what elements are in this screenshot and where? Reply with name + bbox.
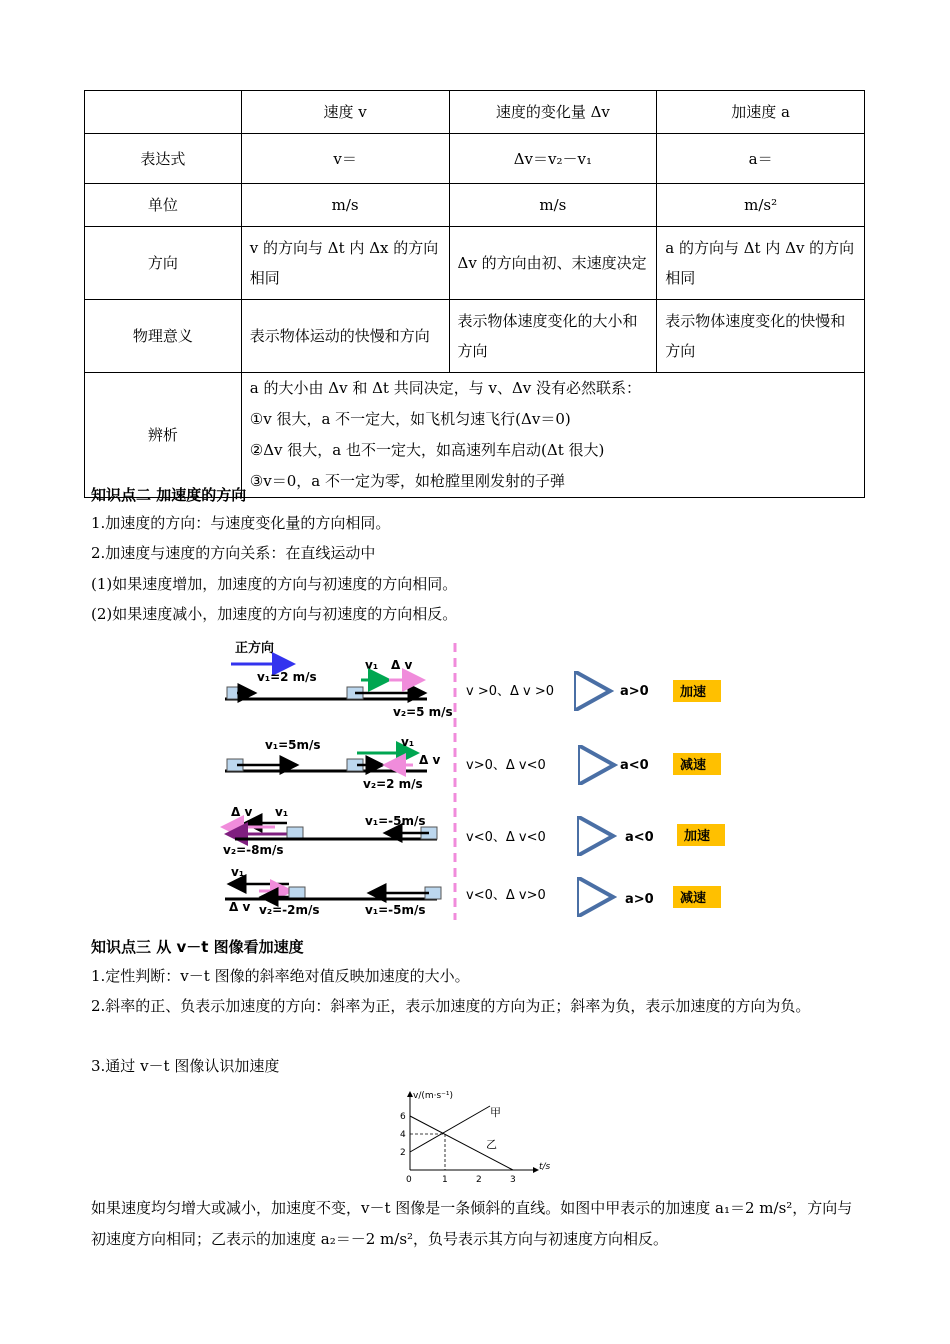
paragraph: 1.加速度的方向：与速度变化量的方向相同。 [91,514,391,532]
acceleration-direction-figure [215,635,735,925]
y-tick-label: 2 [400,1148,406,1158]
x-tick-label: 1 [442,1175,448,1185]
tag-label: 减速 [680,891,707,906]
top-label-1: v₁ [231,865,245,879]
v2-label: v₂=-2m/s [259,903,320,917]
v2-label: v₂=2 m/s [363,777,423,791]
v1-label: v₁=2 m/s [257,670,317,684]
table-cell: m/s² [657,184,865,227]
tag-label: 加速 [684,829,711,844]
top-label-2: Δ v [391,658,413,672]
tag-label: 减速 [680,758,707,773]
table-row [85,227,865,300]
table-cell: m/s [449,184,657,227]
result-text: a>0 [625,892,654,907]
analysis-line: ②Δv 很大，a 也不一定大，如高速列车启动(Δt 很大) [249,441,605,459]
y-tick-label: 6 [400,1112,406,1122]
paragraph: (1)如果速度增加，加速度的方向与初速度的方向相同。 [91,575,458,593]
top-label-2: Δ v [419,753,441,767]
table-cell: Δv＝v₂－v₁ [449,134,657,184]
row-label: 单位 [85,184,242,227]
section-title: 知识点二 加速度的方向 [91,486,247,504]
block [289,887,305,899]
table-header-cell: 加速度 a [657,91,865,134]
result-text: a<0 [620,758,649,773]
top-label-1: v₁ [365,658,379,672]
table-cell: 表示物体速度变化的快慢和方向 [657,300,865,373]
row-label: 方向 [85,227,242,300]
analysis-line: a 的大小由 Δv 和 Δt 共同决定，与 v、Δv 没有必然联系： [249,379,642,397]
diagram-row-1 [225,640,721,719]
section-title: 知识点三 从 v－t 图像看加速度 [91,938,304,956]
row-label: 表达式 [85,134,242,184]
analysis-line: ①v 很大，a 不一定大，如飞机匀速飞行(Δv＝0) [249,410,571,428]
table-row [85,300,865,373]
vt-graph [388,1082,563,1192]
series-jia-line [410,1106,490,1152]
result-text: a<0 [625,830,654,845]
table-header-cell: 速度的变化量 Δv [449,91,657,134]
table-cell: m/s [241,184,449,227]
paragraph: 1.定性判断：v－t 图像的斜率绝对值反映加速度的大小。 [91,967,470,985]
x-axis-label: t/s [539,1162,551,1172]
top-label-2: Δ v [229,900,251,914]
x-tick-label: 3 [510,1175,516,1185]
diagram-row-2 [225,735,721,791]
block [287,827,303,839]
condition-text: v>0、Δ v<0 [466,758,546,773]
diagram-row-3 [223,805,725,857]
v1-label: v₁=-5m/s [365,814,426,828]
diagram-row-4 [225,865,721,917]
table-row [85,184,865,227]
condition-text: v<0、Δ v>0 [466,888,546,903]
comparison-table [84,90,865,498]
v2-label: v₂=5 m/s [393,705,453,719]
v1-label: v₁=5m/s [265,738,321,752]
condition-text: v<0、Δ v<0 [466,830,546,845]
table-header-row [85,91,865,134]
x-tick-label: 0 [406,1175,412,1185]
table-cell: 表示物体运动的快慢和方向 [241,300,449,373]
table-row [85,373,865,498]
v2-label: v₂=-8m/s [223,843,284,857]
table-cell: a＝ [657,134,865,184]
paragraph: 2.加速度与速度的方向关系：在直线运动中 [91,544,376,562]
table-cell: a 的方向与 Δt 内 Δv 的方向相同 [657,227,865,300]
result-text: a>0 [620,684,649,699]
row-label: 辨析 [85,373,242,498]
tag-label: 加速 [680,685,707,700]
paragraph: 2.斜率的正、负表示加速度的方向：斜率为正，表示加速度的方向为正；斜率为负，表示加速度的方向为负。 [91,997,811,1015]
paragraph: 3.通过 v－t 图像认识加速度 [91,1057,280,1075]
table-cell: v 的方向与 Δt 内 Δx 的方向相同 [241,227,449,300]
top-label-1: v₁ [401,735,415,749]
table-row [85,134,865,184]
table-header-cell [85,91,242,134]
series-jia-label: 甲 [490,1106,501,1119]
top-label-2: v₁ [275,805,289,819]
x-tick-label: 2 [476,1175,482,1185]
conclusion-paragraph: 如果速度均匀增大或减小，加速度不变，v－t 图像是一条倾斜的直线。如图中甲表示的加速度 a₁＝2 m/s²，方向与初速度方向相同；乙表示的加速度 a₂＝－2 m/s²，负号表示其方向与初速度方向相反。 [91,1199,853,1248]
y-tick-label: 4 [400,1130,406,1140]
row-label: 物理意义 [85,300,242,373]
table-cell: 表示物体速度变化的大小和方向 [449,300,657,373]
condition-text: v >0、Δ v >0 [466,684,555,699]
table-cell: Δv 的方向由初、末速度决定 [449,227,657,300]
analysis-cell [241,373,864,498]
positive-direction-label: 正方向 [235,641,275,656]
paragraph: (2)如果速度减小，加速度的方向与初速度的方向相反。 [91,605,458,623]
top-label-1: Δ v [231,805,253,819]
v1-label: v₁=-5m/s [365,903,426,917]
analysis-line: ③v＝0，a 不一定为零，如枪膛里刚发射的子弹 [249,472,565,490]
table-cell: v＝ [241,134,449,184]
table-header-cell: 速度 v [241,91,449,134]
y-axis-label: v/(m·s⁻¹) [413,1091,454,1101]
series-yi-label: 乙 [486,1138,497,1151]
